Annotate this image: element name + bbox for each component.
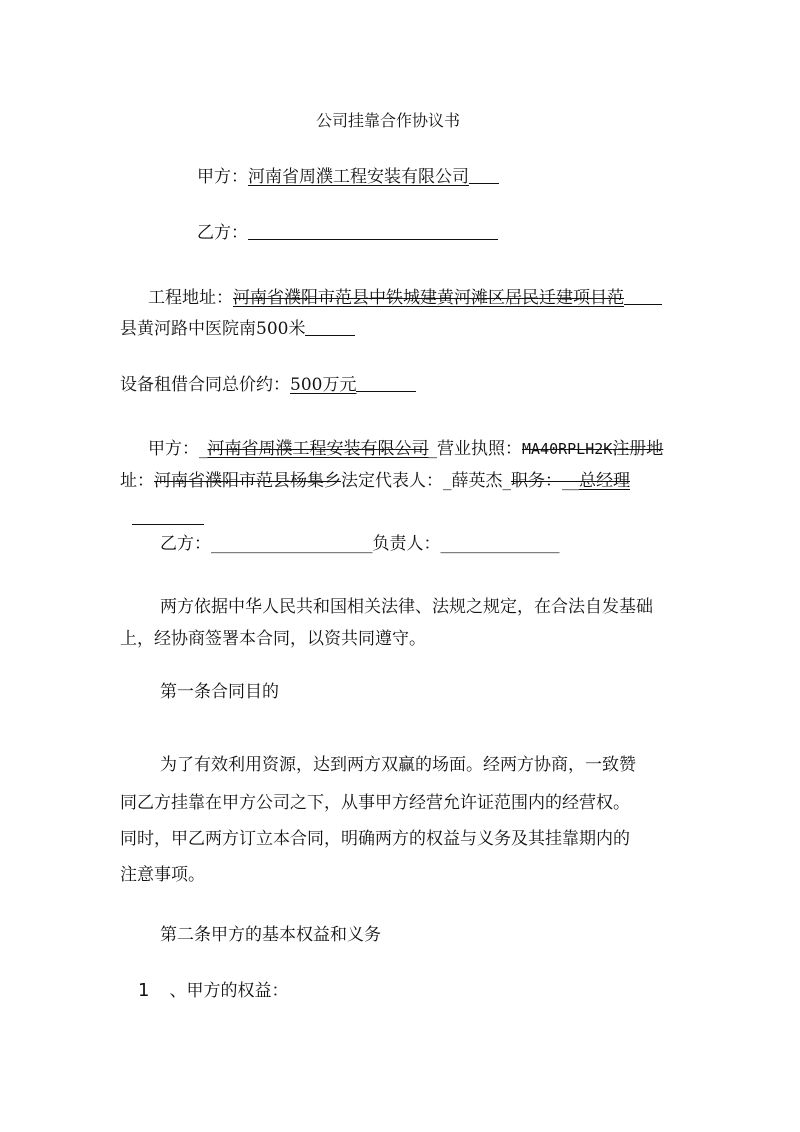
document-title: 公司挂靠合作协议书 <box>316 111 461 130</box>
party-a-details-line-3 <box>132 506 204 529</box>
party-a-details-company: 河南省周濮工程安装有限公司 <box>207 439 429 459</box>
party-a-trailing-blank <box>469 165 499 184</box>
total-price-value: 500万元 <box>290 375 357 395</box>
party-b-manager-blank: ______________ <box>440 534 560 554</box>
article-1-line-3: 同时，甲乙两方订立本合同，明确两方的权益与义务及其挂靠期内的 <box>120 829 630 849</box>
item-1-number: 1 <box>138 980 150 1001</box>
preamble-line-1: 两方依据中华人民共和国相关法律、法规之规定，在合法自发基础 <box>160 597 653 617</box>
legal-representative-label: 法定代表人： <box>341 471 443 491</box>
party-a-details-trailing-blank <box>132 506 204 525</box>
project-address-line-2 <box>120 317 355 340</box>
article-1-line-1: 为了有效利用资源，达到两方双赢的场面。经两方协商，一致赞 <box>160 755 636 775</box>
legal-representative-name: _薛英杰_ <box>443 471 511 491</box>
license-number: MA40RPLH2K <box>522 440 613 458</box>
project-address-value-2: 县黄河路中医院南500米 <box>120 319 306 339</box>
position-prefix: __ <box>562 471 579 491</box>
project-address-line-1 <box>148 286 662 309</box>
article-1-line-2: 同乙方挂靠在甲方公司之下，从事甲方经营允许证范围内的经营权。 <box>120 793 630 813</box>
party-b-name-blank: ___________________ <box>211 534 373 554</box>
total-price-blank <box>356 373 416 392</box>
project-address-trailing-blank <box>624 286 662 305</box>
party-a-details-line-2 <box>120 470 630 492</box>
party-b-details-line <box>160 533 560 555</box>
registered-address-value: 河南省濮阳市范县杨集乡 <box>154 471 341 491</box>
party-b-blank <box>248 221 498 240</box>
project-address-label: 工程地址： <box>148 288 233 308</box>
party-b-manager-label: 负责人： <box>372 534 441 554</box>
party-a-line <box>197 165 499 188</box>
item-1-text: 、甲方的权益： <box>169 981 289 1001</box>
party-a-details-label: 甲方： <box>148 439 199 459</box>
registered-address-label: 注册地 <box>612 439 664 459</box>
total-price-label: 设备租借合同总价约： <box>120 375 290 395</box>
position-label: 职务： <box>511 471 562 491</box>
registered-address-label-cont: 址： <box>120 471 154 491</box>
preamble-line-2: 上，经协商签署本合同，以资共同遵守。 <box>120 629 426 649</box>
party-a-details-line-1 <box>148 438 663 460</box>
party-a-label: 甲方： <box>197 167 248 187</box>
total-price-line <box>120 373 416 396</box>
article-2-heading: 第二条甲方的基本权益和义务 <box>160 925 381 945</box>
party-b-details-label: 乙方： <box>160 534 211 554</box>
license-label: _营业执照： <box>428 439 522 459</box>
party-b-line <box>197 221 498 244</box>
article-1-heading: 第一条合同目的 <box>160 682 279 702</box>
item-1-line <box>138 980 288 1002</box>
article-1-line-4: 注意事项。 <box>120 865 205 885</box>
party-a-company-prefix: _ <box>199 439 208 459</box>
position-value: 总经理 <box>579 471 630 491</box>
party-b-label: 乙方： <box>197 223 248 243</box>
project-address-line2-blank <box>305 317 355 336</box>
party-a-company: 河南省周濮工程安装有限公司 <box>248 167 469 187</box>
project-address-value-1: 河南省濮阳市范县中铁城建黄河滩区居民迁建项目范 <box>233 288 624 308</box>
